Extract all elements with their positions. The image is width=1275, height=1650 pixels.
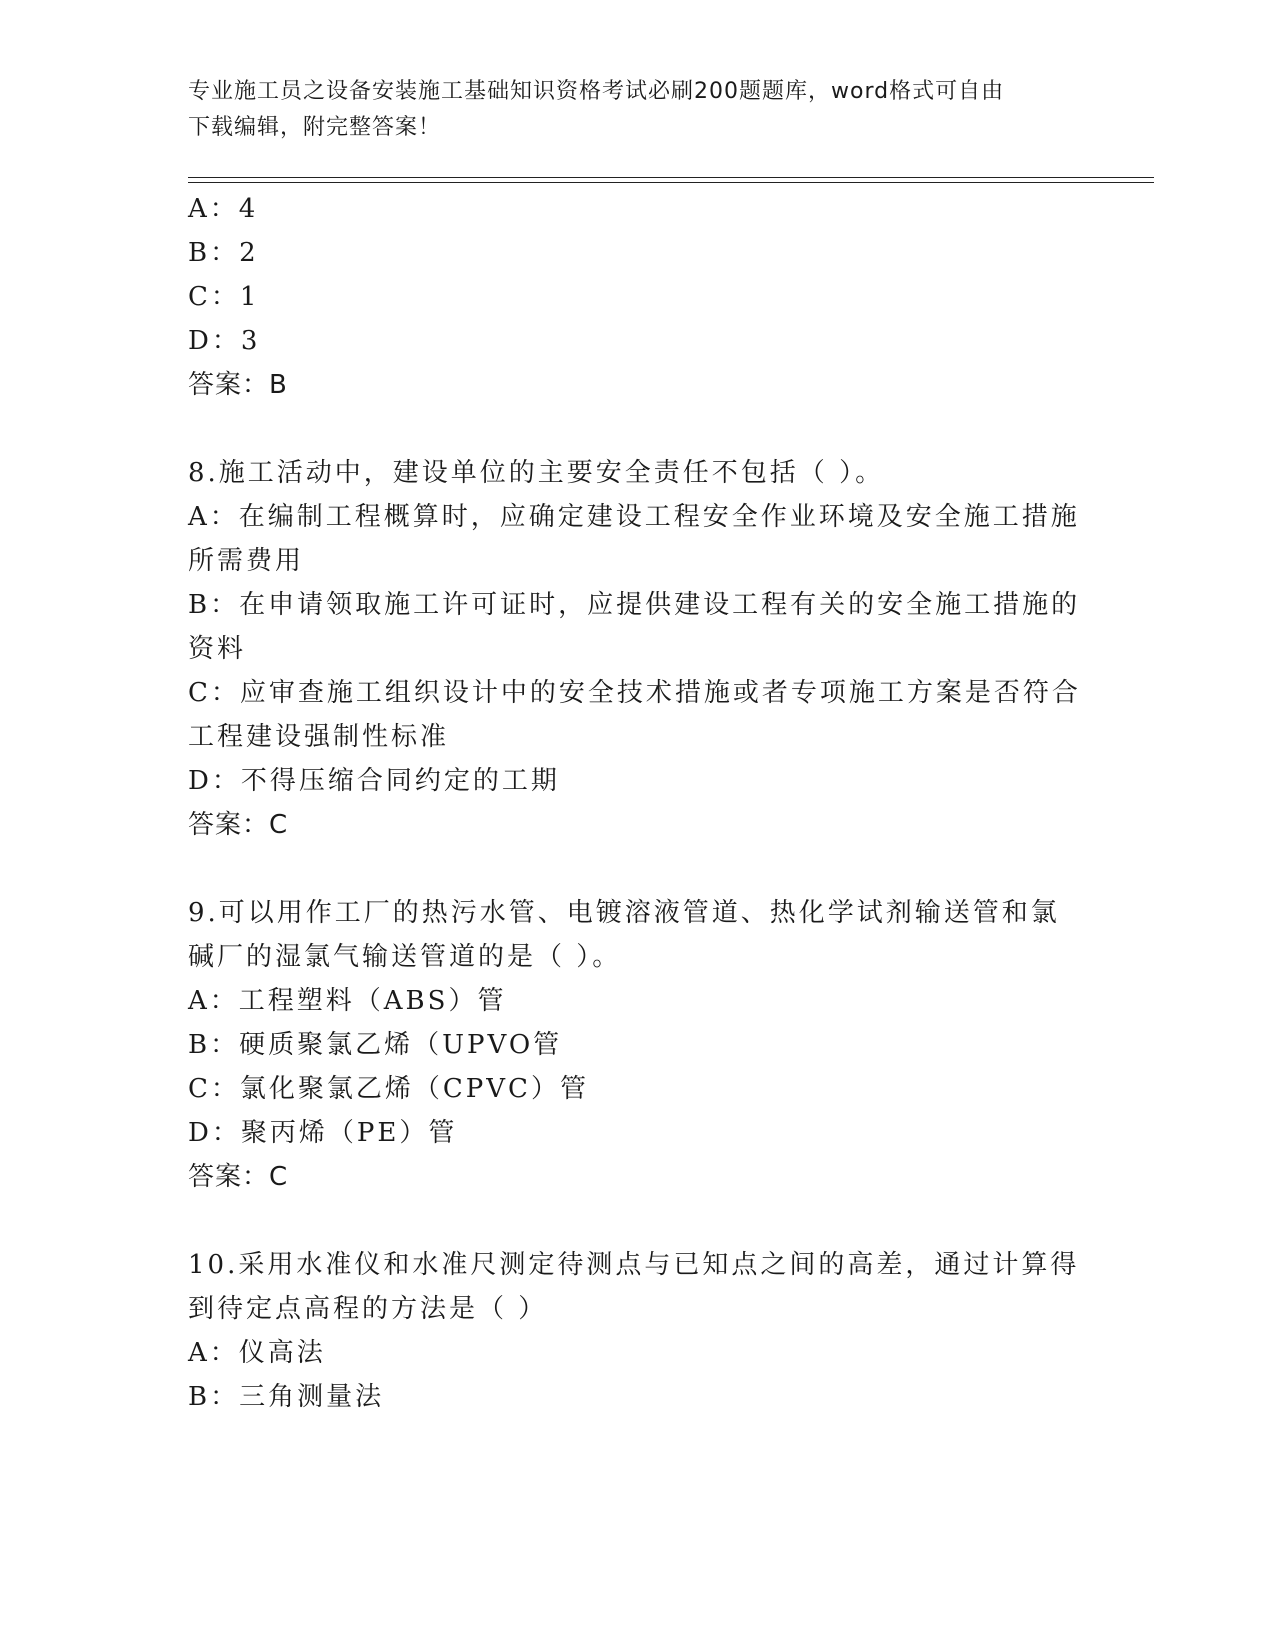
header-line-1: 专业施工员之设备安装施工基础知识资格考试必刷200题题库，word格式可自由 xyxy=(188,79,1005,104)
document-header xyxy=(188,74,1068,146)
q7-option-c: C：1 xyxy=(188,282,260,312)
q10-stem-line-1: 10.采用水准仪和水准尺测定待测点与已知点之间的高差，通过计算得 xyxy=(188,1250,1080,1280)
q8-option-a: A：在编制工程概算时，应确定建设工程安全作业环境及安全施工措施 xyxy=(188,502,1080,532)
header-divider-bottom xyxy=(188,182,1154,183)
q9-option-a: A：工程塑料（ABS）管 xyxy=(188,986,507,1016)
q7-answer: 答案：B xyxy=(188,370,288,400)
q7-option-a: A：4 xyxy=(188,194,259,224)
q8-option-b-cont: 资料 xyxy=(188,634,247,664)
q9-option-c: C：氯化聚氯乙烯（CPVC）管 xyxy=(188,1074,589,1104)
q8-option-c: C：应审查施工组织设计中的安全技术措施或者专项施工方案是否符合 xyxy=(188,678,1081,708)
q9-option-b: B：硬质聚氯乙烯（UPVO管 xyxy=(188,1030,563,1060)
q9-stem-line-2: 碱厂的湿氯气输送管道的是（ ）。 xyxy=(188,942,622,972)
q7-option-d: D：3 xyxy=(188,326,261,356)
q8-answer: 答案：C xyxy=(188,810,289,840)
q10-option-a: A：仪高法 xyxy=(188,1338,326,1368)
header-divider-top xyxy=(188,177,1154,178)
q8-stem: 8.施工活动中，建设单位的主要安全责任不包括（ ）。 xyxy=(188,458,885,488)
q10-stem-line-2: 到待定点高程的方法是（ ） xyxy=(188,1294,548,1324)
q8-option-c-cont: 工程建设强制性标准 xyxy=(188,722,450,752)
q7-option-b: B：2 xyxy=(188,238,259,268)
q9-option-d: D：聚丙烯（PE）管 xyxy=(188,1118,458,1148)
q8-option-a-cont: 所需费用 xyxy=(188,546,305,576)
q8-option-d: D：不得压缩合同约定的工期 xyxy=(188,766,560,796)
q9-stem-line-1: 9.可以用作工厂的热污水管、电镀溶液管道、热化学试剂输送管和氯 xyxy=(188,898,1060,928)
header-line-2: 下载编辑，附完整答案！ xyxy=(188,115,442,140)
q9-answer: 答案：C xyxy=(188,1162,289,1192)
q8-option-b: B：在申请领取施工许可证时，应提供建设工程有关的安全施工措施的 xyxy=(188,590,1081,620)
q10-option-b: B：三角测量法 xyxy=(188,1382,385,1412)
